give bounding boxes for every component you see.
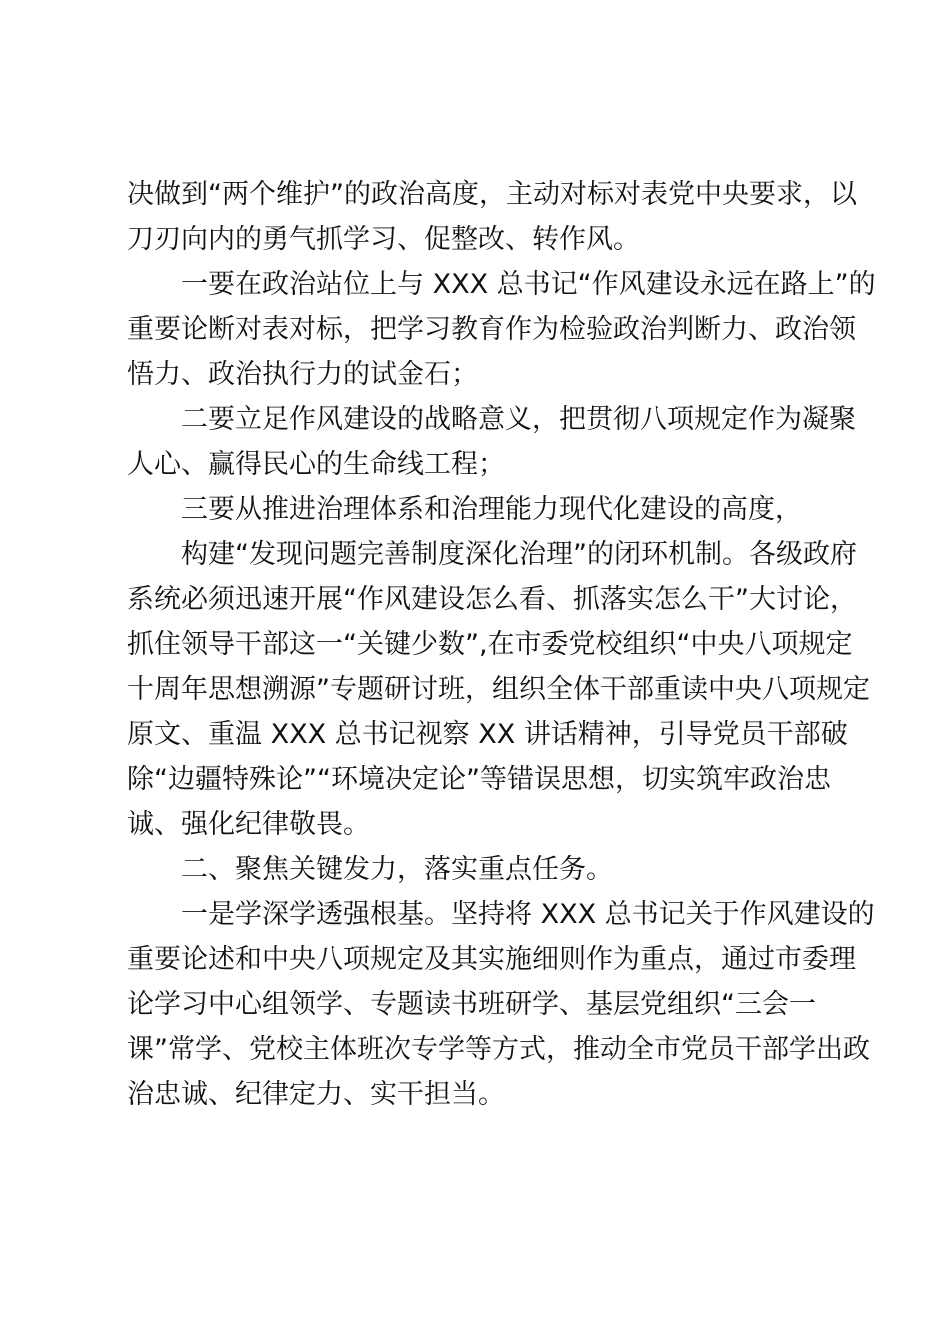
text-line: 二、聚焦关键发力，落实重点任务。 [181, 854, 613, 885]
text-line: 治忠诚、纪律定力、实干担当。 [127, 1079, 505, 1110]
paragraph-1 [127, 172, 857, 262]
text-line: 十周年思想溯源”专题研讨班，组织全体干部重读中央八项规定 [127, 674, 870, 705]
text-line: 系统必须迅速开展“作风建设怎么看、抓落实怎么干”大讨论， [127, 584, 857, 615]
text-line: 重要论述和中央八项规定及其实施细则作为重点，通过市委理 [127, 944, 856, 975]
text-line: 决做到“两个维护”的政治高度，主动对标对表党中央要求，以 [127, 179, 857, 210]
text-line: 课”常学、党校主体班次专学等方式，推动全市党员干部学出政 [127, 1034, 870, 1065]
paragraph-3 [127, 397, 856, 487]
text-line: 论学习中心组领学、专题读书班研学、基层党组织“三会一 [127, 989, 816, 1020]
text-line: 抓住领导干部这一“关键少数”,在市委党校组织“中央八项规定 [127, 629, 853, 660]
text-line: 构建“发现问题完善制度深化治理”的闭环机制。各级政府 [181, 539, 857, 570]
text-line: 人心、赢得民心的生命线工程； [127, 449, 505, 480]
text-line: 刀刃向内的勇气抓学习、促整改、转作风。 [127, 224, 640, 255]
text-line: 除“边疆特殊论”“环境决定论”等错误思想，切实筑牢政治忠 [127, 764, 831, 795]
text-line: 诚、强化纪律敬畏。 [127, 809, 370, 840]
text-line: 一要在政治站位上与 XXX 总书记“作风建设永远在路上”的 [181, 269, 876, 300]
paragraph-5 [127, 532, 870, 847]
text-line: 重要论断对表对标，把学习教育作为检验政治判断力、政治领 [127, 314, 856, 345]
paragraph-4 [127, 487, 833, 532]
paragraph-2 [127, 262, 876, 397]
document-body [127, 172, 876, 1117]
text-line: 一是学深学透强根基。坚持将 XXX 总书记关于作风建设的 [181, 899, 875, 930]
text-line: 二要立足作风建设的战略意义，把贯彻八项规定作为凝聚 [181, 404, 856, 435]
text-line: 原文、重温 XXX 总书记视察 XX 讲话精神，引导党员干部破 [127, 719, 848, 750]
section-heading [127, 847, 833, 892]
text-line: 三要从推进治理体系和治理能力现代化建设的高度， [181, 494, 802, 525]
paragraph-6 [127, 892, 875, 1117]
text-line: 悟力、政治执行力的试金石； [127, 359, 478, 390]
